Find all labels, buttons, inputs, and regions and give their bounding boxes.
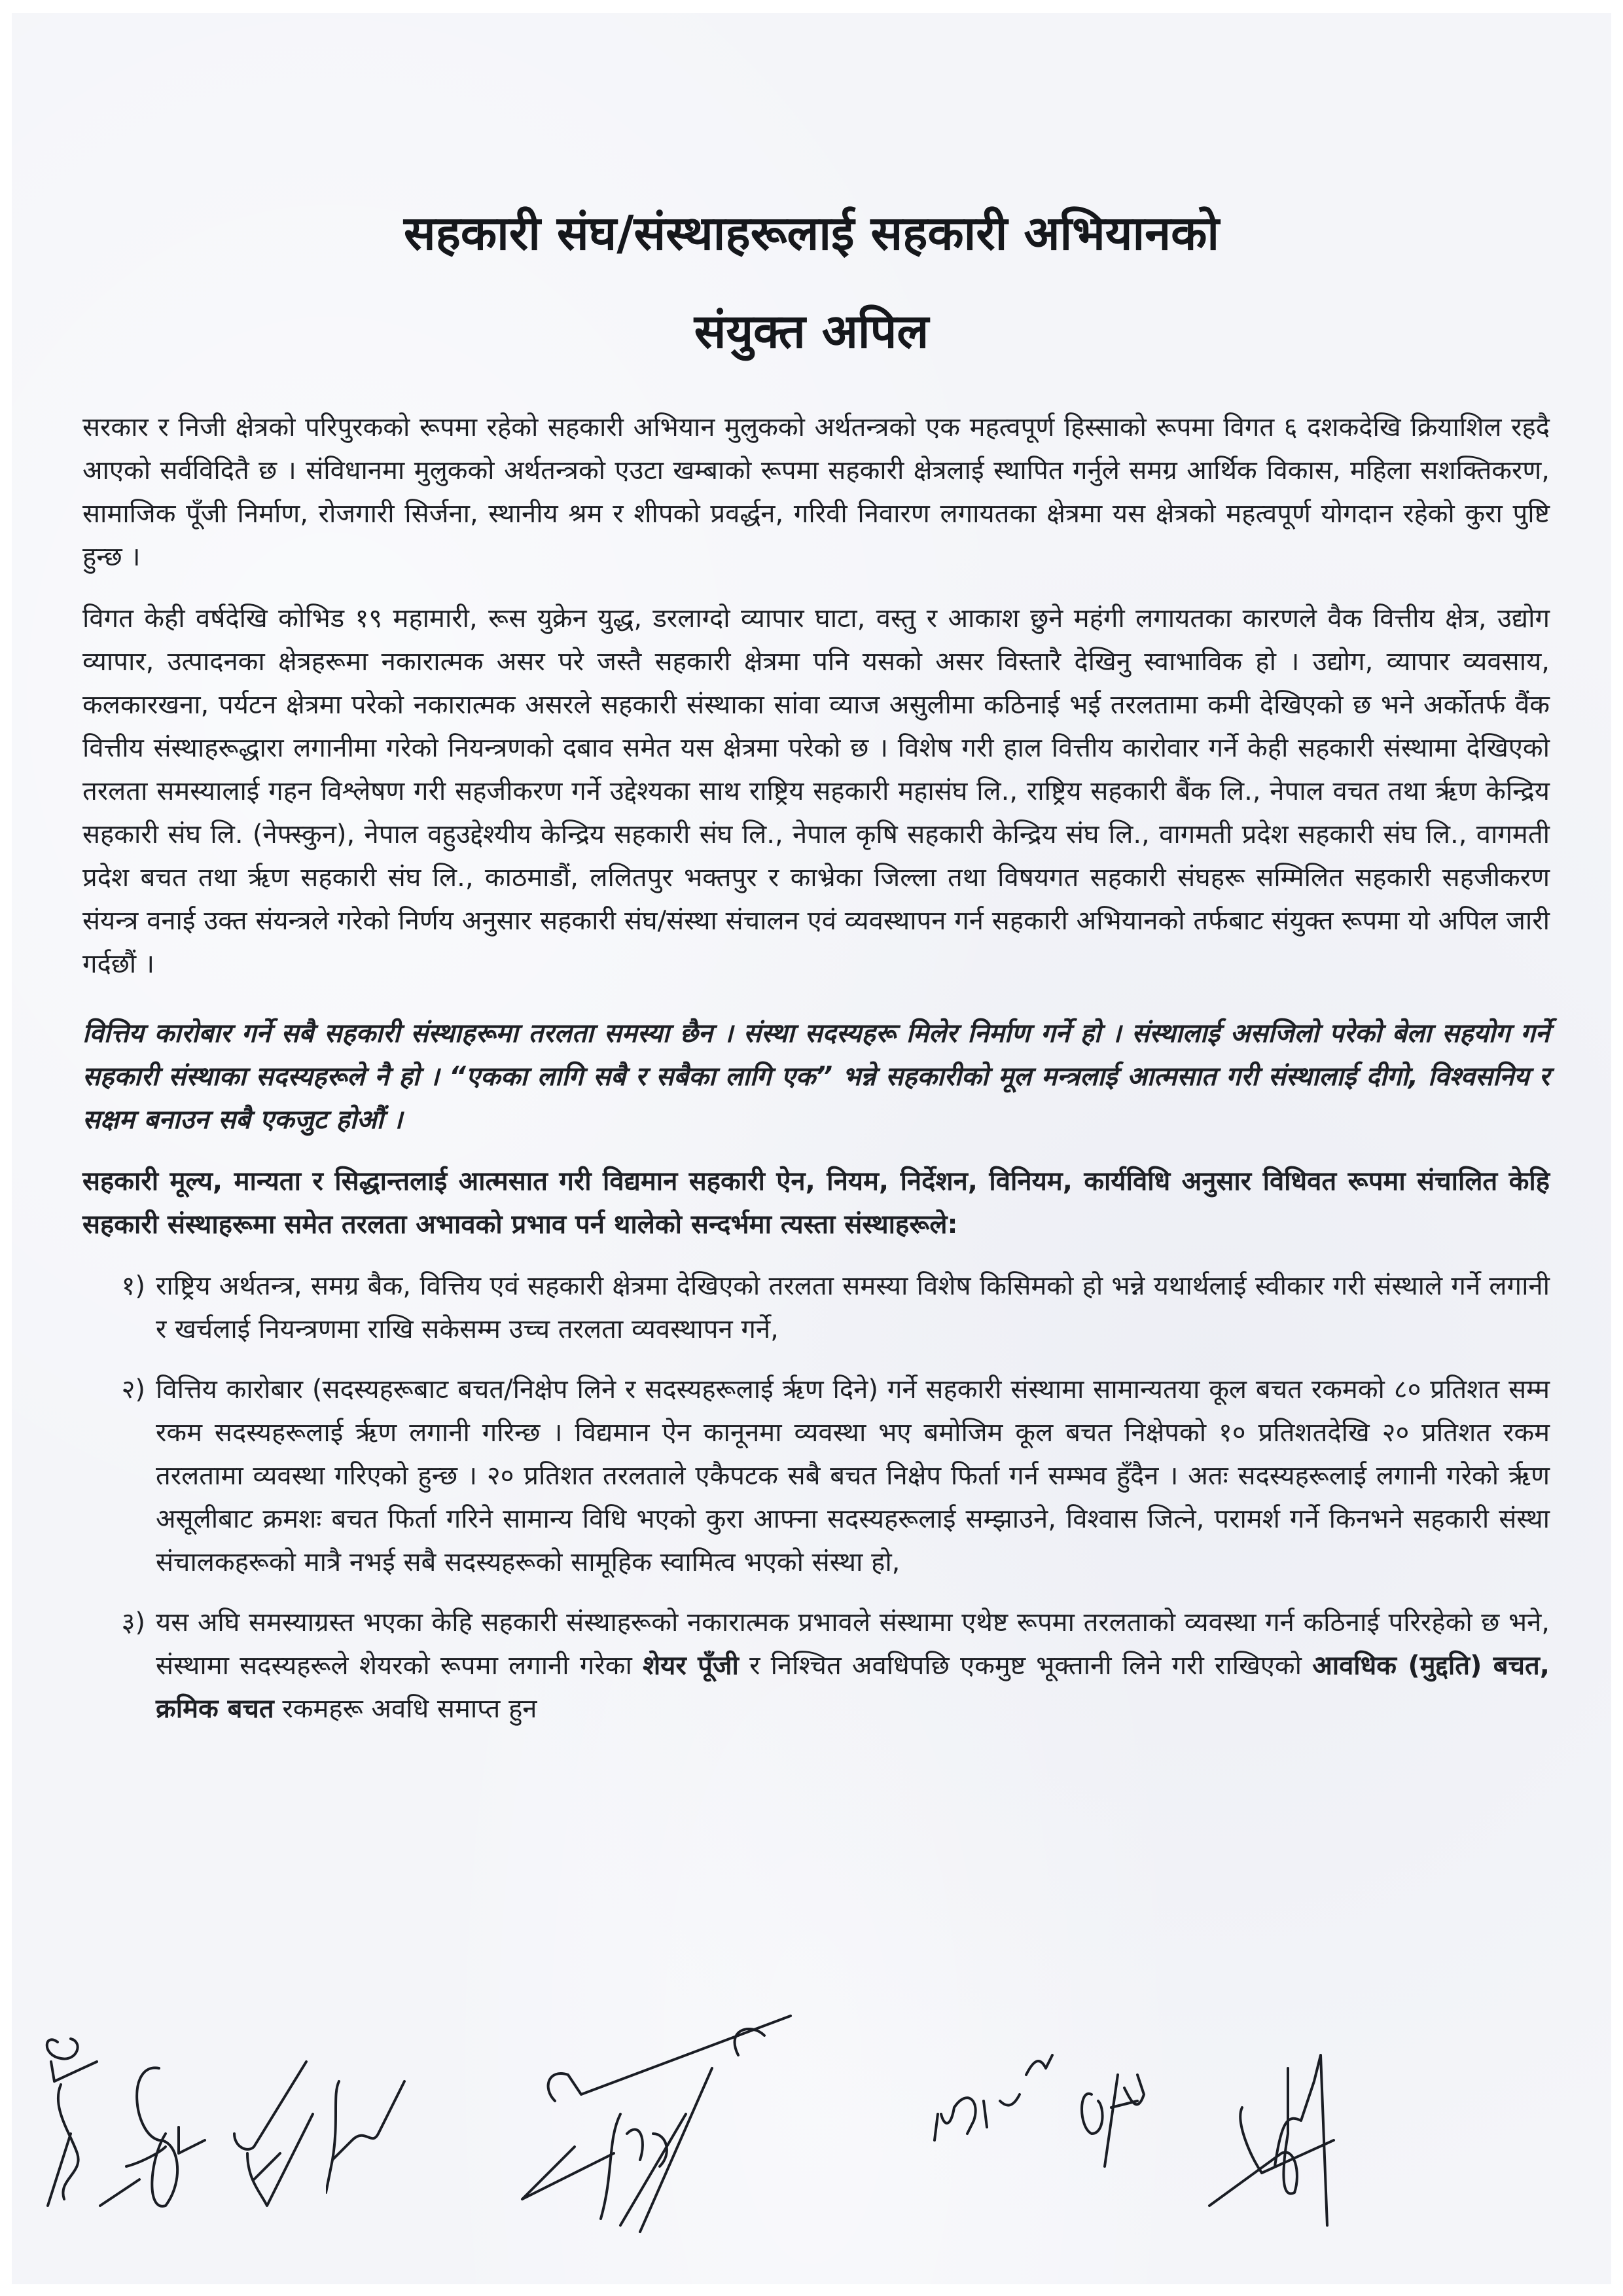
emphasis-paragraph: वित्तिय कारोबार गर्ने सबै सहकारी संस्थाहरूमा तरलता समस्या छैन । संस्था सदस्यहरू मिलेर निर्माण गर्ने हो । संस्थालाई असजिलो परेको बेला सहयोग गर्ने सहकारी संस्थाका सदस्यहरूले नै हो । “एकका लागि सबै र सबैका लागि एक” भन्ने सहकारीको मूल मन्त्रलाई आत्मसात गरी संस्थालाई दीगो, विश्वसनिय र सक्षम बनाउन सबै एकजुट होऔं ।: [82, 1018, 1550, 1135]
signature-8: [1196, 2042, 1340, 2238]
document-body: [82, 406, 1550, 1748]
list-text-part: र निश्चित अवधिपछि एकमुष्ट भूक्तानी लिने गरी राखिएको: [738, 1651, 1313, 1681]
signature-3: [221, 2055, 339, 2212]
list-text-part: रकमहरू अवधि समाप्त हुन: [274, 1694, 537, 1724]
list-number: १): [121, 1271, 145, 1301]
signature-5: [503, 2003, 817, 2291]
intro-paragraph: सरकार र निजी क्षेत्रको परिपुरकको रूपमा रहेको सहकारी अभियान मुलुकको अर्थतन्त्रको एक महत्वपूर्ण हिस्साको रूपमा विगत ६ दशकदेखि क्रियाशिल रहदै आएको सर्वविदितै छ । संविधानमा मुलुकको अर्थतन्त्रको एउटा खम्बाको रूपमा सहकारी क्षेत्रलाई स्थापित गर्नुले समग्र आर्थिक विकास, महिला सशक्तिकरण, सामाजिक पूँजी निर्माण, रोजगारी सिर्जना, स्थानीय श्रम र शीपको प्रवर्द्धन, गरिवी निवारण लगायतका क्षेत्रमा यस क्षेत्रको महत्वपूर्ण योगदान रहेको कुरा पुष्टि हुन्छ ।: [82, 412, 1550, 572]
list-text: वित्तिय कारोबार (सदस्यहरूबाट बचत/निक्षेप लिने र सदस्यहरूलाई ऋृण दिने) गर्ने सहकारी संस्थामा सामान्यतया कूल बचत रकमको ८० प्रतिशत सम्म रकम सदस्यहरूलाई ऋृण लगानी गरिन्छ । विद्यमान ऐन कानूनमा व्यवस्था भए बमोजिम कूल बचत निक्षेपको १० प्रतिशतदेखि २० प्रतिशत रकम तरलतामा व्यवस्था गरिएको हुन्छ । २० प्रतिशत तरलताले एकैपटक सबै बचत निक्षेप फिर्ता गर्न सम्भव हुँदैन । अतः सदस्यहरूलाई लगानी गरेको ऋृण असूलीबाट क्रमशः बचत फिर्ता गरिने सामान्य विधि भएको कुरा आफ्ना सदस्यहरूलाई सम्झाउने, विश्वास जित्ने, परामर्श गर्ने किनभने सहकारी संस्था संचालकहरूको मात्रै नभई सबै सदस्यहरूको सामूहिक स्वामित्व भएको संस्था हो,: [156, 1374, 1550, 1577]
signature-2: [87, 2055, 218, 2212]
document-subtitle: संयुक्त अपिल: [694, 304, 929, 359]
signature-4: [326, 2068, 431, 2199]
list-number: २): [121, 1374, 145, 1405]
list-text: [156, 1601, 1550, 1731]
list-item: [82, 1265, 1550, 1351]
list-text-bold-part: आवधिक (मुद्दति) बचत, क्रमिक बचत: [156, 1651, 1550, 1724]
signature-area: [12, 2016, 1611, 2291]
context-paragraph: विगत केही वर्षदेखि कोभिड १९ महामारी, रूस युक्रेन युद्ध, डरलाग्दो व्यापार घाटा, वस्तु र आकाश छुने महंगी लगायतका कारणले वैक वित्तीय क्षेत्र, उद्योग व्यापार, उत्पादनका क्षेत्रहरूमा नकारात्मक असर परे जस्तै सहकारी क्षेत्रमा पनि यसको असर विस्तारै देखिनु स्वाभाविक हो । उद्योग, व्यापार व्यवसाय, कलकारखना, पर्यटन क्षेत्रमा परेको नकारात्मक असरले सहकारी संस्थाका सांवा व्याज असुलीमा कठिनाई भई तरलतामा कमी देखिएको छ भने अर्कोतर्फ वैंक वित्तीय संस्थाहरूद्धारा लगानीमा गरेको नियन्त्रणको दबाव समेत यस क्षेत्रमा परेको छ । विशेष गरी हाल वित्तीय कारोवार गर्ने केही सहकारी संस्थामा देखिएको तरलता समस्यालाई गहन विश्लेषण गरी सहजीकरण गर्ने उद्देश्यका साथ राष्ट्रिय सहकारी महासंघ लि., राष्ट्रिय सहकारी बैंक लि., नेपाल वचत तथा ऋृण केन्द्रिय सहकारी संघ लि. (नेफ्स्कुन), नेपाल वहुउद्देश्यीय केन्द्रिय सहकारी संघ लि., नेपाल कृषि सहकारी केन्द्रिय संघ लि., वागमती प्रदेश सहकारी संघ लि., वागमती प्रदेश बचत तथा ऋृण सहकारी संघ लि., काठमाडौं, ललितपुर भक्तपुर र काभ्रेका जिल्ला तथा विषयगत सहकारी संघहरू सम्मिलित सहकारी सहजीकरण संयन्त्र वनाई उक्त संयन्त्रले गरेको निर्णय अनुसार सहकारी संघ/संस्था संचालन एवं व्यवस्थापन गर्न सहकारी अभियानको तर्फबाट संयुक्त रूपमा यो अपिल जारी गर्दछौं ।: [82, 603, 1550, 979]
document-page: [12, 13, 1611, 2284]
appeal-lead-paragraph: सहकारी मूल्य, मान्यता र सिद्धान्तलाई आत्मसात गरी विद्यमान सहकारी ऐन, नियम, निर्देशन, विनियम, कार्यविधि अनुसार विधिवत रूपमा संचालित केहि सहकारी संस्थाहरूमा समेत तरलता अभावको प्रभाव पर्न थालेको सन्दर्भमा त्यस्ता संस्थाहरूले:: [82, 1166, 1550, 1240]
list-text-bold-part: शेयर पूँजी: [642, 1651, 739, 1681]
list-item: [82, 1601, 1550, 1731]
list-text: राष्ट्रिय अर्थतन्त्र, समग्र बैक, वित्तिय एवं सहकारी क्षेत्रमा देखिएको तरलता समस्या विशेष किसिमको हो भन्ने यथार्थलाई स्वीकार गरी संस्थाले गर्ने लगानी र खर्चलाई नियन्त्रणमा राखि सकेसम्म उच्च तरलता व्यवस्थापन गर्ने,: [156, 1271, 1550, 1344]
list-item: [82, 1368, 1550, 1584]
appeal-list: [82, 1265, 1550, 1731]
list-number: ३): [121, 1607, 145, 1638]
document-title: सहकारी संघ/संस्थाहरूलाई सहकारी अभियानको: [403, 206, 1220, 260]
signature-6: [928, 2036, 1059, 2153]
list-text-part: यस अघि समस्याग्रस्त भएका केहि सहकारी संस्थाहरूको नकारात्मक प्रभावले संस्थामा एथेष्ट रूपमा तरलताको व्यवस्था गर्न कठिनाई परिरहेको छ भने, संस्थामा सदस्यहरूले शेयरको रूपमा लगानी गरेका: [156, 1607, 1550, 1681]
signature-7: [1072, 2036, 1150, 2179]
